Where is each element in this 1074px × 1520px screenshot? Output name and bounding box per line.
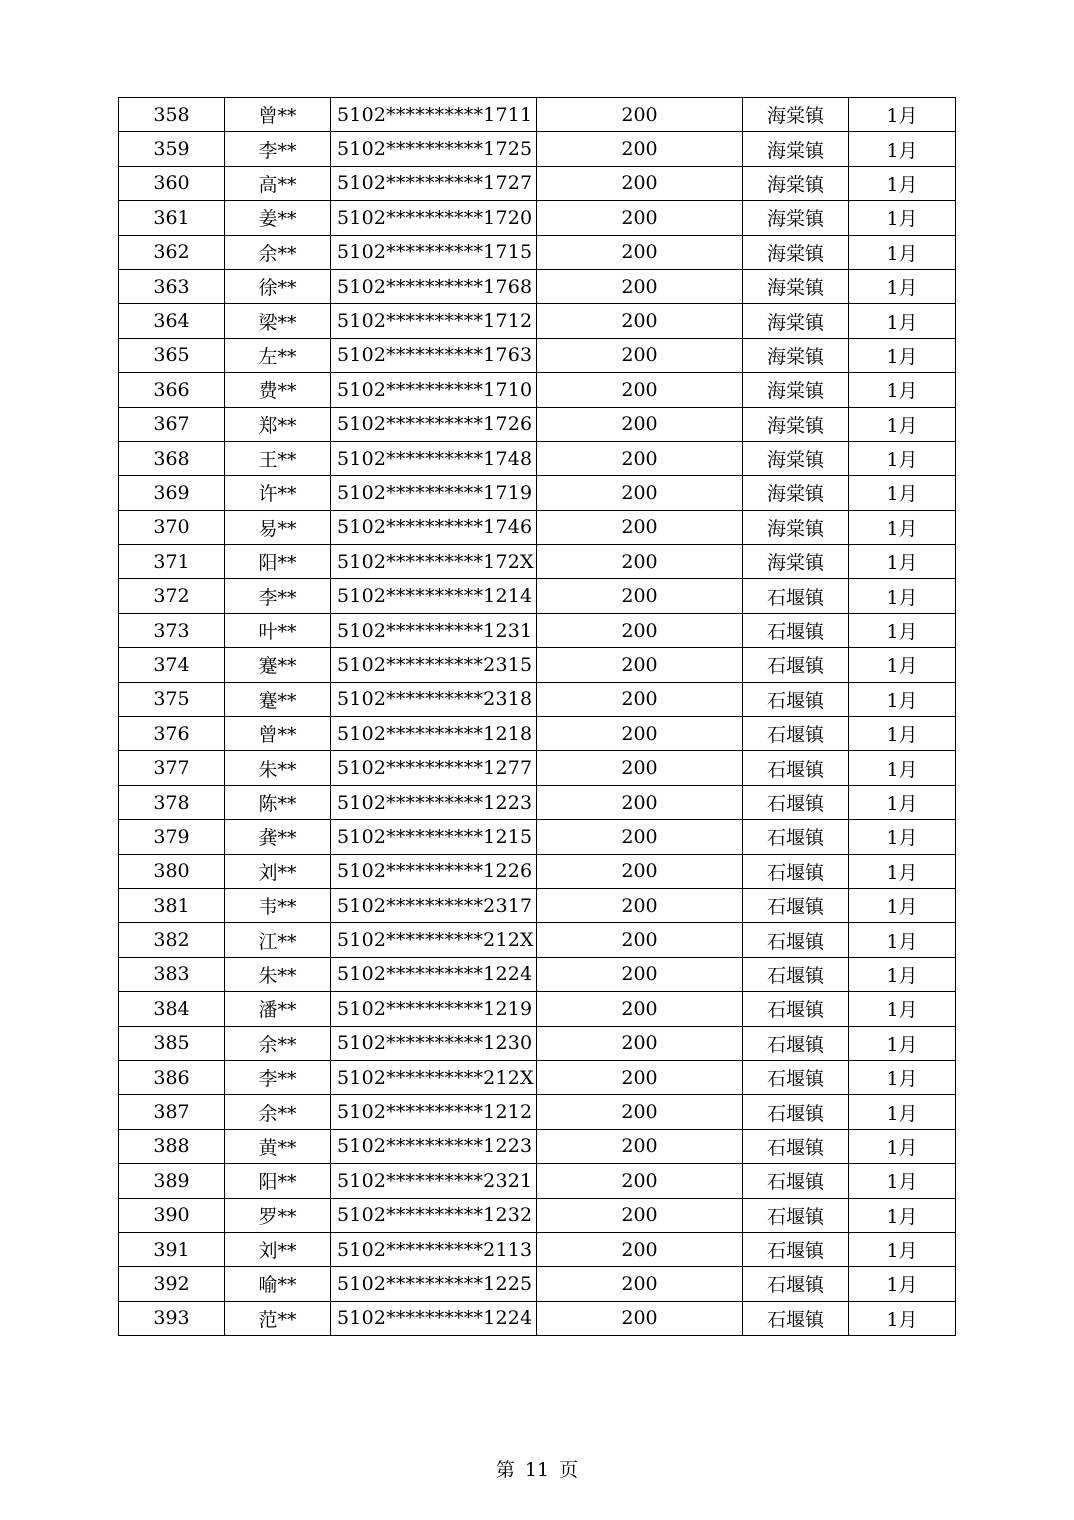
name-cell: 左** bbox=[225, 338, 331, 372]
id-number-cell: 5102**********1763 bbox=[331, 338, 537, 372]
name-cell: 黄** bbox=[225, 1129, 331, 1163]
amount-cell: 200 bbox=[537, 785, 743, 819]
month-cell: 1月 bbox=[849, 1232, 956, 1266]
table-row bbox=[119, 545, 956, 579]
amount-cell: 200 bbox=[537, 304, 743, 338]
row-number-cell: 374 bbox=[119, 648, 225, 682]
town-cell: 石堰镇 bbox=[743, 1095, 849, 1129]
amount-cell: 200 bbox=[537, 751, 743, 785]
name-cell: 韦** bbox=[225, 888, 331, 922]
row-number-cell: 371 bbox=[119, 545, 225, 579]
name-cell: 李** bbox=[225, 132, 331, 166]
town-cell: 海棠镇 bbox=[743, 269, 849, 303]
row-number-cell: 365 bbox=[119, 338, 225, 372]
amount-cell: 200 bbox=[537, 1095, 743, 1129]
amount-cell: 200 bbox=[537, 441, 743, 475]
name-cell: 蹇** bbox=[225, 682, 331, 716]
id-number-cell: 5102**********1712 bbox=[331, 304, 537, 338]
name-cell: 姜** bbox=[225, 201, 331, 235]
id-number-cell: 5102**********1711 bbox=[331, 98, 537, 132]
month-cell: 1月 bbox=[849, 1198, 956, 1232]
row-number-cell: 367 bbox=[119, 407, 225, 441]
name-cell: 郑** bbox=[225, 407, 331, 441]
id-number-cell: 5102**********1719 bbox=[331, 476, 537, 510]
month-cell: 1月 bbox=[849, 682, 956, 716]
row-number-cell: 377 bbox=[119, 751, 225, 785]
id-number-cell: 5102**********1231 bbox=[331, 613, 537, 647]
id-number-cell: 5102**********1218 bbox=[331, 717, 537, 751]
row-number-cell: 380 bbox=[119, 854, 225, 888]
name-cell: 李** bbox=[225, 579, 331, 613]
name-cell: 江** bbox=[225, 923, 331, 957]
amount-cell: 200 bbox=[537, 682, 743, 716]
month-cell: 1月 bbox=[849, 1026, 956, 1060]
row-number-cell: 360 bbox=[119, 166, 225, 200]
table-row bbox=[119, 648, 956, 682]
amount-cell: 200 bbox=[537, 1164, 743, 1198]
month-cell: 1月 bbox=[849, 407, 956, 441]
table-row bbox=[119, 338, 956, 372]
town-cell: 海棠镇 bbox=[743, 235, 849, 269]
row-number-cell: 362 bbox=[119, 235, 225, 269]
name-cell: 潘** bbox=[225, 992, 331, 1026]
table-row bbox=[119, 1026, 956, 1060]
row-number-cell: 387 bbox=[119, 1095, 225, 1129]
town-cell: 石堰镇 bbox=[743, 613, 849, 647]
amount-cell: 200 bbox=[537, 476, 743, 510]
id-number-cell: 5102**********2321 bbox=[331, 1164, 537, 1198]
town-cell: 石堰镇 bbox=[743, 1198, 849, 1232]
table-row bbox=[119, 132, 956, 166]
town-cell: 石堰镇 bbox=[743, 1232, 849, 1266]
row-number-cell: 375 bbox=[119, 682, 225, 716]
row-number-cell: 376 bbox=[119, 717, 225, 751]
row-number-cell: 363 bbox=[119, 269, 225, 303]
month-cell: 1月 bbox=[849, 476, 956, 510]
row-number-cell: 361 bbox=[119, 201, 225, 235]
table-row bbox=[119, 1129, 956, 1163]
amount-cell: 200 bbox=[537, 717, 743, 751]
roster-table bbox=[118, 97, 956, 1336]
month-cell: 1月 bbox=[849, 441, 956, 475]
month-cell: 1月 bbox=[849, 648, 956, 682]
town-cell: 海棠镇 bbox=[743, 545, 849, 579]
table-row bbox=[119, 992, 956, 1026]
month-cell: 1月 bbox=[849, 1301, 956, 1335]
amount-cell: 200 bbox=[537, 510, 743, 544]
name-cell: 曾** bbox=[225, 98, 331, 132]
town-cell: 石堰镇 bbox=[743, 1301, 849, 1335]
month-cell: 1月 bbox=[849, 923, 956, 957]
town-cell: 海棠镇 bbox=[743, 304, 849, 338]
id-number-cell: 5102**********212X bbox=[331, 1060, 537, 1094]
name-cell: 陈** bbox=[225, 785, 331, 819]
amount-cell: 200 bbox=[537, 648, 743, 682]
row-number-cell: 364 bbox=[119, 304, 225, 338]
town-cell: 石堰镇 bbox=[743, 648, 849, 682]
town-cell: 石堰镇 bbox=[743, 957, 849, 991]
month-cell: 1月 bbox=[849, 1164, 956, 1198]
row-number-cell: 359 bbox=[119, 132, 225, 166]
id-number-cell: 5102**********1727 bbox=[331, 166, 537, 200]
id-number-cell: 5102**********1746 bbox=[331, 510, 537, 544]
amount-cell: 200 bbox=[537, 992, 743, 1026]
table-row bbox=[119, 304, 956, 338]
month-cell: 1月 bbox=[849, 1129, 956, 1163]
amount-cell: 200 bbox=[537, 132, 743, 166]
id-number-cell: 5102**********1710 bbox=[331, 373, 537, 407]
id-number-cell: 5102**********1277 bbox=[331, 751, 537, 785]
name-cell: 易** bbox=[225, 510, 331, 544]
id-number-cell: 5102**********1224 bbox=[331, 1301, 537, 1335]
table-row bbox=[119, 785, 956, 819]
town-cell: 海棠镇 bbox=[743, 132, 849, 166]
month-cell: 1月 bbox=[849, 269, 956, 303]
row-number-cell: 373 bbox=[119, 613, 225, 647]
table-row bbox=[119, 201, 956, 235]
month-cell: 1月 bbox=[849, 166, 956, 200]
month-cell: 1月 bbox=[849, 613, 956, 647]
row-number-cell: 368 bbox=[119, 441, 225, 475]
month-cell: 1月 bbox=[849, 957, 956, 991]
table-row bbox=[119, 166, 956, 200]
name-cell: 蹇** bbox=[225, 648, 331, 682]
town-cell: 石堰镇 bbox=[743, 1267, 849, 1301]
table-row bbox=[119, 510, 956, 544]
town-cell: 海棠镇 bbox=[743, 510, 849, 544]
table-row bbox=[119, 957, 956, 991]
id-number-cell: 5102**********1725 bbox=[331, 132, 537, 166]
name-cell: 余** bbox=[225, 1026, 331, 1060]
town-cell: 石堰镇 bbox=[743, 1026, 849, 1060]
id-number-cell: 5102**********1212 bbox=[331, 1095, 537, 1129]
row-number-cell: 392 bbox=[119, 1267, 225, 1301]
month-cell: 1月 bbox=[849, 751, 956, 785]
row-number-cell: 381 bbox=[119, 888, 225, 922]
table-row bbox=[119, 1060, 956, 1094]
amount-cell: 200 bbox=[537, 854, 743, 888]
month-cell: 1月 bbox=[849, 201, 956, 235]
name-cell: 余** bbox=[225, 235, 331, 269]
id-number-cell: 5102**********1232 bbox=[331, 1198, 537, 1232]
town-cell: 石堰镇 bbox=[743, 923, 849, 957]
amount-cell: 200 bbox=[537, 888, 743, 922]
name-cell: 余** bbox=[225, 1095, 331, 1129]
amount-cell: 200 bbox=[537, 613, 743, 647]
amount-cell: 200 bbox=[537, 545, 743, 579]
amount-cell: 200 bbox=[537, 98, 743, 132]
month-cell: 1月 bbox=[849, 338, 956, 372]
table-row bbox=[119, 476, 956, 510]
row-number-cell: 370 bbox=[119, 510, 225, 544]
town-cell: 石堰镇 bbox=[743, 1129, 849, 1163]
page-footer bbox=[0, 1455, 1074, 1482]
row-number-cell: 384 bbox=[119, 992, 225, 1026]
month-cell: 1月 bbox=[849, 304, 956, 338]
name-cell: 朱** bbox=[225, 957, 331, 991]
name-cell: 叶** bbox=[225, 613, 331, 647]
amount-cell: 200 bbox=[537, 923, 743, 957]
town-cell: 石堰镇 bbox=[743, 854, 849, 888]
month-cell: 1月 bbox=[849, 992, 956, 1026]
name-cell: 高** bbox=[225, 166, 331, 200]
month-cell: 1月 bbox=[849, 1060, 956, 1094]
town-cell: 海棠镇 bbox=[743, 338, 849, 372]
town-cell: 石堰镇 bbox=[743, 751, 849, 785]
table-row bbox=[119, 682, 956, 716]
name-cell: 王** bbox=[225, 441, 331, 475]
row-number-cell: 372 bbox=[119, 579, 225, 613]
amount-cell: 200 bbox=[537, 1198, 743, 1232]
name-cell: 费** bbox=[225, 373, 331, 407]
id-number-cell: 5102**********172X bbox=[331, 545, 537, 579]
row-number-cell: 369 bbox=[119, 476, 225, 510]
id-number-cell: 5102**********2318 bbox=[331, 682, 537, 716]
table-row bbox=[119, 854, 956, 888]
amount-cell: 200 bbox=[537, 579, 743, 613]
town-cell: 海棠镇 bbox=[743, 201, 849, 235]
row-number-cell: 358 bbox=[119, 98, 225, 132]
amount-cell: 200 bbox=[537, 235, 743, 269]
table-row bbox=[119, 717, 956, 751]
table-row bbox=[119, 235, 956, 269]
id-number-cell: 5102**********1720 bbox=[331, 201, 537, 235]
month-cell: 1月 bbox=[849, 579, 956, 613]
month-cell: 1月 bbox=[849, 545, 956, 579]
id-number-cell: 5102**********1230 bbox=[331, 1026, 537, 1060]
table-row bbox=[119, 1301, 956, 1335]
town-cell: 海棠镇 bbox=[743, 166, 849, 200]
table-row bbox=[119, 1198, 956, 1232]
amount-cell: 200 bbox=[537, 1301, 743, 1335]
id-number-cell: 5102**********2113 bbox=[331, 1232, 537, 1266]
table-row bbox=[119, 1095, 956, 1129]
table-row bbox=[119, 373, 956, 407]
name-cell: 梁** bbox=[225, 304, 331, 338]
amount-cell: 200 bbox=[537, 269, 743, 303]
row-number-cell: 385 bbox=[119, 1026, 225, 1060]
month-cell: 1月 bbox=[849, 373, 956, 407]
row-number-cell: 391 bbox=[119, 1232, 225, 1266]
month-cell: 1月 bbox=[849, 820, 956, 854]
amount-cell: 200 bbox=[537, 373, 743, 407]
table-row bbox=[119, 1267, 956, 1301]
table-row bbox=[119, 613, 956, 647]
town-cell: 石堰镇 bbox=[743, 992, 849, 1026]
month-cell: 1月 bbox=[849, 235, 956, 269]
name-cell: 阳** bbox=[225, 1164, 331, 1198]
table-row bbox=[119, 1164, 956, 1198]
table-row bbox=[119, 820, 956, 854]
month-cell: 1月 bbox=[849, 1267, 956, 1301]
name-cell: 阳** bbox=[225, 545, 331, 579]
table-row bbox=[119, 407, 956, 441]
table-row bbox=[119, 923, 956, 957]
table-row bbox=[119, 888, 956, 922]
month-cell: 1月 bbox=[849, 854, 956, 888]
town-cell: 石堰镇 bbox=[743, 579, 849, 613]
month-cell: 1月 bbox=[849, 132, 956, 166]
town-cell: 海棠镇 bbox=[743, 476, 849, 510]
town-cell: 海棠镇 bbox=[743, 441, 849, 475]
town-cell: 海棠镇 bbox=[743, 373, 849, 407]
amount-cell: 200 bbox=[537, 1129, 743, 1163]
row-number-cell: 388 bbox=[119, 1129, 225, 1163]
town-cell: 海棠镇 bbox=[743, 407, 849, 441]
amount-cell: 200 bbox=[537, 1267, 743, 1301]
id-number-cell: 5102**********1219 bbox=[331, 992, 537, 1026]
month-cell: 1月 bbox=[849, 1095, 956, 1129]
amount-cell: 200 bbox=[537, 1026, 743, 1060]
name-cell: 刘** bbox=[225, 854, 331, 888]
name-cell: 刘** bbox=[225, 1232, 331, 1266]
table-row bbox=[119, 269, 956, 303]
name-cell: 李** bbox=[225, 1060, 331, 1094]
town-cell: 石堰镇 bbox=[743, 1060, 849, 1094]
amount-cell: 200 bbox=[537, 338, 743, 372]
town-cell: 石堰镇 bbox=[743, 1164, 849, 1198]
amount-cell: 200 bbox=[537, 957, 743, 991]
page-suffix: 页 bbox=[559, 1459, 579, 1481]
amount-cell: 200 bbox=[537, 201, 743, 235]
name-cell: 龚** bbox=[225, 820, 331, 854]
row-number-cell: 389 bbox=[119, 1164, 225, 1198]
name-cell: 徐** bbox=[225, 269, 331, 303]
name-cell: 范** bbox=[225, 1301, 331, 1335]
amount-cell: 200 bbox=[537, 166, 743, 200]
town-cell: 石堰镇 bbox=[743, 820, 849, 854]
table-row bbox=[119, 441, 956, 475]
amount-cell: 200 bbox=[537, 1232, 743, 1266]
town-cell: 石堰镇 bbox=[743, 717, 849, 751]
month-cell: 1月 bbox=[849, 888, 956, 922]
month-cell: 1月 bbox=[849, 510, 956, 544]
row-number-cell: 379 bbox=[119, 820, 225, 854]
amount-cell: 200 bbox=[537, 820, 743, 854]
id-number-cell: 5102**********1768 bbox=[331, 269, 537, 303]
row-number-cell: 366 bbox=[119, 373, 225, 407]
town-cell: 石堰镇 bbox=[743, 682, 849, 716]
row-number-cell: 383 bbox=[119, 957, 225, 991]
amount-cell: 200 bbox=[537, 1060, 743, 1094]
name-cell: 喻** bbox=[225, 1267, 331, 1301]
table-row bbox=[119, 98, 956, 132]
town-cell: 石堰镇 bbox=[743, 888, 849, 922]
row-number-cell: 382 bbox=[119, 923, 225, 957]
row-number-cell: 386 bbox=[119, 1060, 225, 1094]
table-row bbox=[119, 1232, 956, 1266]
page-prefix: 第 bbox=[495, 1459, 515, 1481]
month-cell: 1月 bbox=[849, 717, 956, 751]
roster-table-body bbox=[119, 98, 956, 1336]
name-cell: 罗** bbox=[225, 1198, 331, 1232]
id-number-cell: 5102**********1223 bbox=[331, 785, 537, 819]
id-number-cell: 5102**********1224 bbox=[331, 957, 537, 991]
name-cell: 曾** bbox=[225, 717, 331, 751]
id-number-cell: 5102**********1715 bbox=[331, 235, 537, 269]
page-number: 11 bbox=[524, 1459, 550, 1481]
id-number-cell: 5102**********1215 bbox=[331, 820, 537, 854]
id-number-cell: 5102**********1225 bbox=[331, 1267, 537, 1301]
id-number-cell: 5102**********1214 bbox=[331, 579, 537, 613]
id-number-cell: 5102**********2317 bbox=[331, 888, 537, 922]
month-cell: 1月 bbox=[849, 98, 956, 132]
town-cell: 石堰镇 bbox=[743, 785, 849, 819]
table-row bbox=[119, 751, 956, 785]
row-number-cell: 378 bbox=[119, 785, 225, 819]
name-cell: 朱** bbox=[225, 751, 331, 785]
row-number-cell: 393 bbox=[119, 1301, 225, 1335]
id-number-cell: 5102**********1223 bbox=[331, 1129, 537, 1163]
table-row bbox=[119, 579, 956, 613]
amount-cell: 200 bbox=[537, 407, 743, 441]
row-number-cell: 390 bbox=[119, 1198, 225, 1232]
id-number-cell: 5102**********1226 bbox=[331, 854, 537, 888]
id-number-cell: 5102**********1726 bbox=[331, 407, 537, 441]
id-number-cell: 5102**********2315 bbox=[331, 648, 537, 682]
id-number-cell: 5102**********1748 bbox=[331, 441, 537, 475]
name-cell: 许** bbox=[225, 476, 331, 510]
id-number-cell: 5102**********212X bbox=[331, 923, 537, 957]
town-cell: 海棠镇 bbox=[743, 98, 849, 132]
month-cell: 1月 bbox=[849, 785, 956, 819]
